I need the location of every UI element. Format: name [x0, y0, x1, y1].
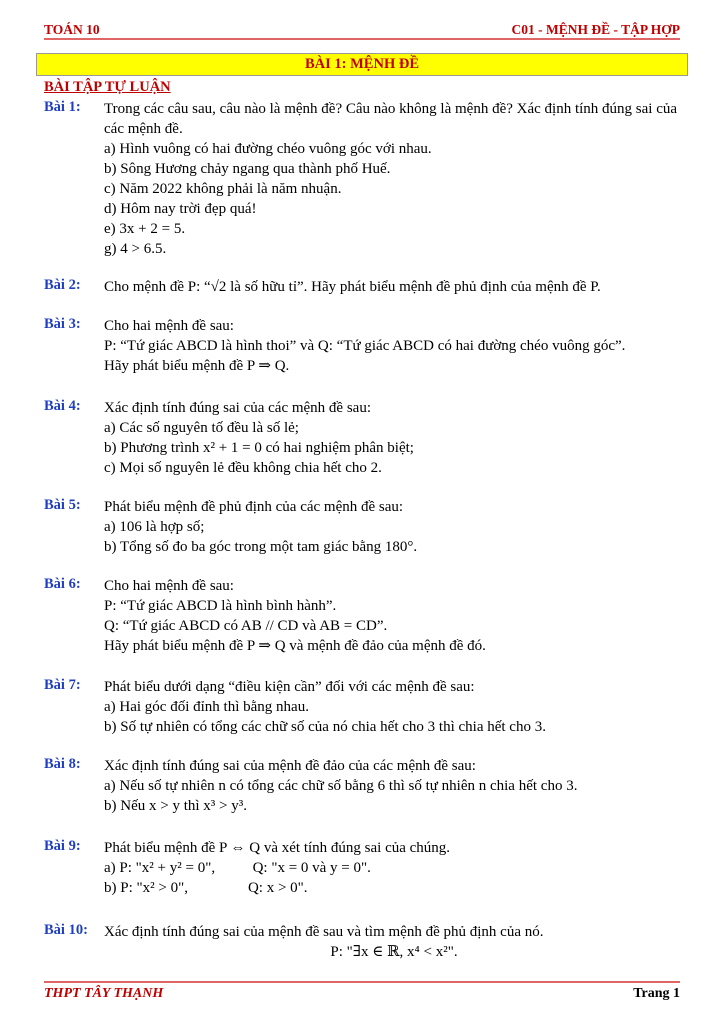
exercise-line: Trong các câu sau, câu nào là mệnh đề? Câu nào không là mệnh đề? Xác định tính đúng sai của các mệnh đề. [104, 101, 678, 137]
exercise-number: Bài 3: [44, 316, 81, 332]
lesson-title: BÀI 1: MỆNH ĐỀ [36, 53, 688, 76]
exercise-number: Bài 9: [44, 838, 81, 854]
header-divider [44, 38, 680, 40]
exercise-line: c) Năm 2022 không phải là năm nhuận. [104, 181, 342, 197]
exercise-line: b) Số tự nhiên có tổng các chữ số của nó chia hết cho 3 thì chia hết cho 3. [104, 719, 546, 735]
exercise-number: Bài 4: [44, 398, 81, 414]
footer-divider [44, 981, 680, 983]
school-name: THPT TÂY THẠNH [44, 986, 164, 1001]
exercise-line: b) P: "x² > 0", Q: x > 0". [104, 880, 308, 896]
exercise-line: Hãy phát biểu mệnh đề P ⇒ Q và mệnh đề đảo của mệnh đề đó. [104, 638, 486, 654]
section-heading: BÀI TẬP TỰ LUẬN [44, 79, 171, 95]
chapter-label: C01 - MỆNH ĐỀ - TẬP HỢP [511, 22, 680, 37]
exercise-line: Q: “Tứ giác ABCD có AB // CD và AB = CD”. [104, 618, 388, 634]
exercise-line: Xác định tính đúng sai của mệnh đề đảo của các mệnh đề sau: [104, 758, 476, 774]
subject-label: TOÁN 10 [44, 22, 100, 37]
exercise-line: e) 3x + 2 = 5. [104, 221, 186, 237]
exercise-number: Bài 2: [44, 277, 81, 293]
exercise-line: d) Hôm nay trời đẹp quá! [104, 201, 257, 217]
exercise-line: Xác định tính đúng sai của các mệnh đề sau: [104, 400, 371, 416]
exercise-number: Bài 8: [44, 756, 81, 772]
exercise-line: Cho hai mệnh đề sau: [104, 318, 234, 334]
exercise-number: Bài 6: [44, 576, 81, 592]
exercise-line: a) Hai góc đối đỉnh thì bằng nhau. [104, 699, 309, 715]
exercise-number: Bài 1: [44, 99, 81, 115]
exercise-line: P: “Tứ giác ABCD là hình thoi” và Q: “Tứ giác ABCD có hai đường chéo vuông góc”. [104, 338, 626, 354]
exercise-line: a) Các số nguyên tố đều là số lẻ; [104, 420, 299, 436]
exercise-line: a) Hình vuông có hai đường chéo vuông góc với nhau. [104, 141, 432, 157]
exercise-line: P: “Tứ giác ABCD là hình bình hành”. [104, 598, 337, 614]
exercise-line: a) P: "x² + y² = 0", Q: "x = 0 và y = 0". [104, 860, 371, 876]
exercise-line: b) Sông Hương chảy ngang qua thành phố Huế. [104, 161, 391, 177]
exercise-number: Bài 7: [44, 677, 81, 693]
exercise-line: Phát biểu mệnh đề phủ định của các mệnh đề sau: [104, 499, 404, 515]
exercise-line: Hãy phát biểu mệnh đề P ⇒ Q. [104, 358, 290, 374]
exercise-line: Cho hai mệnh đề sau: [104, 578, 234, 594]
exercise-line: b) Nếu x > y thì x³ > y³. [104, 798, 247, 814]
exercise-line: b) Tổng số đo ba góc trong một tam giác bằng 180°. [104, 539, 418, 555]
exercise-line: g) 4 > 6.5. [104, 241, 167, 257]
page-header [44, 22, 680, 38]
exercise-line: a) 106 là hợp số; [104, 519, 205, 535]
exercise-line: Phát biểu dưới dạng “điều kiện cần” đối với các mệnh đề sau: [104, 679, 475, 695]
exercise-number: Bài 10: [44, 922, 88, 938]
page-footer [44, 986, 680, 1004]
exercise-line: Cho mệnh đề P: “√2 là số hữu tỉ”. Hãy phát biểu mệnh đề phủ định của mệnh đề P. [104, 279, 601, 295]
exercise-line: c) Mọi số nguyên lẻ đều không chia hết cho 2. [104, 460, 382, 476]
page-number: Trang 1 [633, 986, 680, 1001]
exercise-line: Xác định tính đúng sai của mệnh đề sau và tìm mệnh đề phủ định của nó. [104, 924, 544, 940]
exercise-line: a) Nếu số tự nhiên n có tổng các chữ số bằng 6 thì số tự nhiên n chia hết cho 3. [104, 778, 578, 794]
exercise-line: b) Phương trình x² + 1 = 0 có hai nghiệm phân biệt; [104, 440, 414, 456]
exercise-formula: P: "∃x ∈ ℝ, x⁴ < x²". [330, 944, 458, 960]
exercise-line: Phát biểu mệnh đề P ⇔ Q và xét tính đúng sai của chúng. [104, 840, 451, 856]
exercise-number: Bài 5: [44, 497, 81, 513]
